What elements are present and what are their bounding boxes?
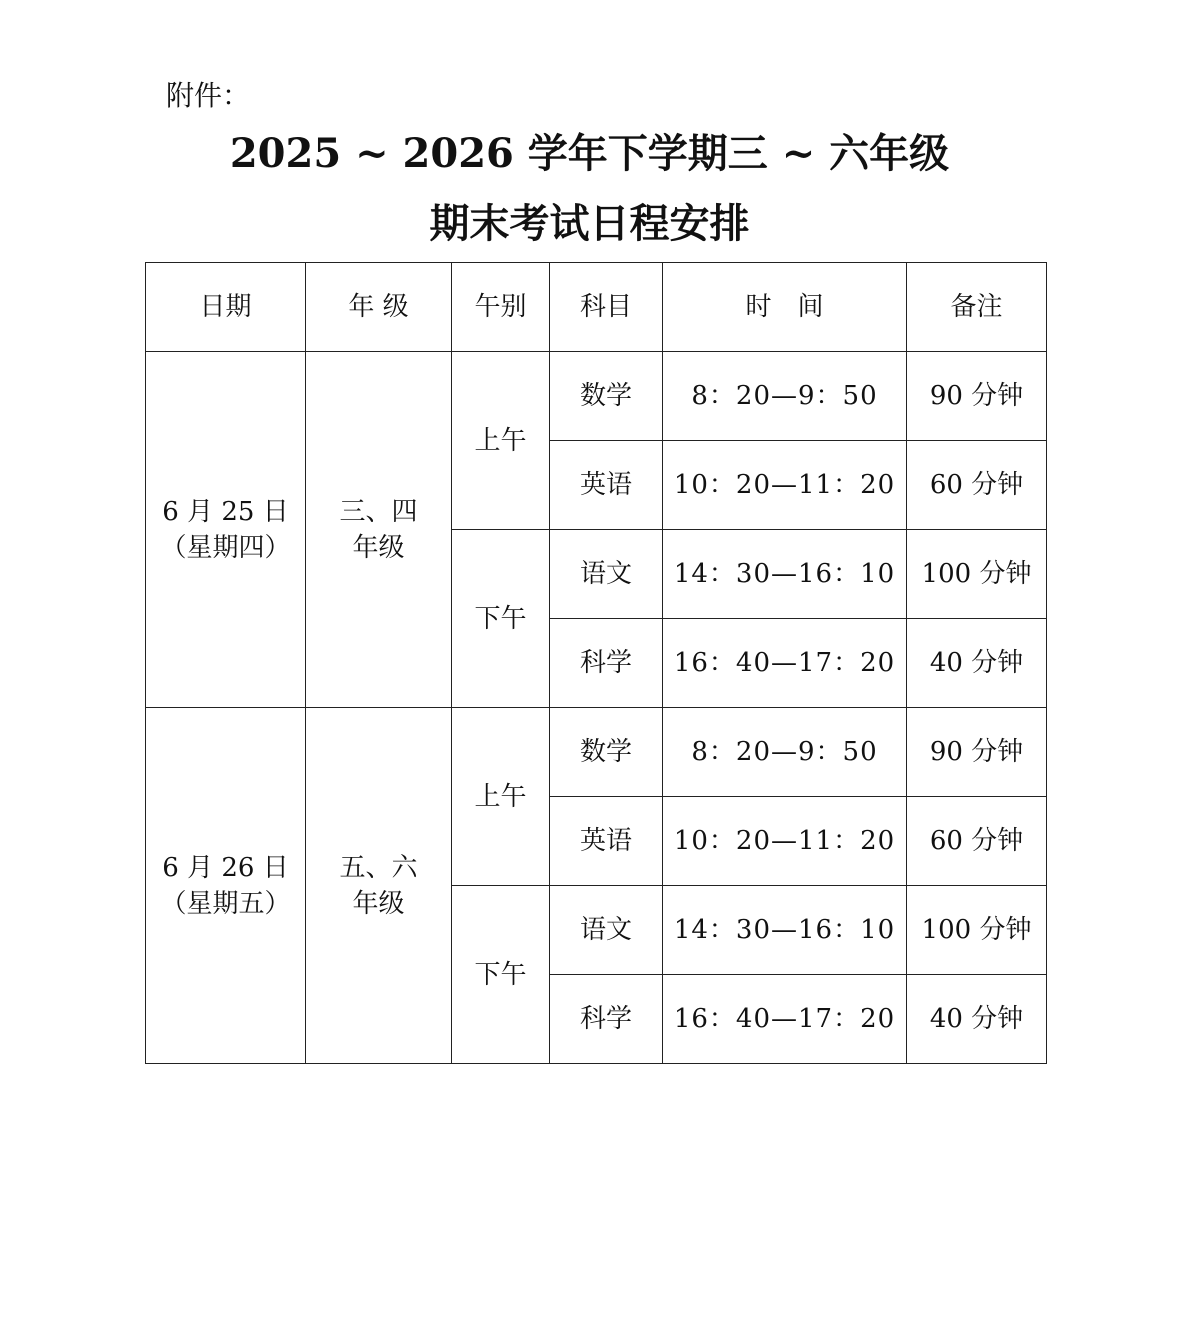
document-title-line-2: 期末考试日程安排 xyxy=(429,200,750,247)
subject-cell: 语文 xyxy=(550,530,663,619)
header-time: 时 间 xyxy=(663,263,907,352)
grade-suffix: 年级 xyxy=(352,532,405,563)
grade-cell xyxy=(306,352,452,708)
subject-cell: 科学 xyxy=(550,619,663,708)
header-grade: 年 级 xyxy=(306,263,452,352)
note-cell: 100 分钟 xyxy=(907,530,1047,619)
table-row xyxy=(146,708,1047,797)
morning-cell: 上午 xyxy=(452,352,550,530)
date-cell xyxy=(146,708,306,1064)
note-cell: 100 分钟 xyxy=(907,886,1047,975)
subject-cell: 数学 xyxy=(550,708,663,797)
weekday-text: （星期四） xyxy=(160,532,291,563)
note-cell: 40 分钟 xyxy=(907,619,1047,708)
morning-cell: 上午 xyxy=(452,708,550,886)
header-subject: 科目 xyxy=(550,263,663,352)
subject-cell: 语文 xyxy=(550,886,663,975)
date-cell xyxy=(146,352,306,708)
time-cell: 10：20—11：20 xyxy=(663,441,907,530)
table-header-row xyxy=(146,263,1047,352)
time-cell: 8：20—9：50 xyxy=(663,708,907,797)
subject-cell: 英语 xyxy=(550,797,663,886)
note-cell: 60 分钟 xyxy=(907,797,1047,886)
time-cell: 14：30—16：10 xyxy=(663,530,907,619)
weekday-text: （星期五） xyxy=(160,888,291,919)
time-cell: 16：40—17：20 xyxy=(663,975,907,1064)
date-text: 6 月 25 日 xyxy=(162,496,289,527)
header-note: 备注 xyxy=(907,263,1047,352)
date-text: 6 月 26 日 xyxy=(162,852,289,883)
grade-cell xyxy=(306,708,452,1064)
time-cell: 16：40—17：20 xyxy=(663,619,907,708)
note-cell: 60 分钟 xyxy=(907,441,1047,530)
attachment-label: 附件： xyxy=(166,79,251,112)
grade-suffix: 年级 xyxy=(352,888,405,919)
grade-text: 三、四 xyxy=(339,496,418,527)
afternoon-cell: 下午 xyxy=(452,530,550,708)
note-cell: 40 分钟 xyxy=(907,975,1047,1064)
grade-text: 五、六 xyxy=(339,852,418,883)
subject-cell: 数学 xyxy=(550,352,663,441)
header-date: 日期 xyxy=(146,263,306,352)
time-cell: 10：20—11：20 xyxy=(663,797,907,886)
time-cell: 8：20—9：50 xyxy=(663,352,907,441)
subject-cell: 科学 xyxy=(550,975,663,1064)
time-cell: 14：30—16：10 xyxy=(663,886,907,975)
note-cell: 90 分钟 xyxy=(907,352,1047,441)
exam-schedule-table xyxy=(145,262,1047,1064)
table-row xyxy=(146,352,1047,441)
afternoon-cell: 下午 xyxy=(452,886,550,1064)
document-title-line-1: 2025 ~ 2026 学年下学期三 ~ 六年级 xyxy=(229,130,950,177)
header-half-day: 午别 xyxy=(452,263,550,352)
note-cell: 90 分钟 xyxy=(907,708,1047,797)
subject-cell: 英语 xyxy=(550,441,663,530)
